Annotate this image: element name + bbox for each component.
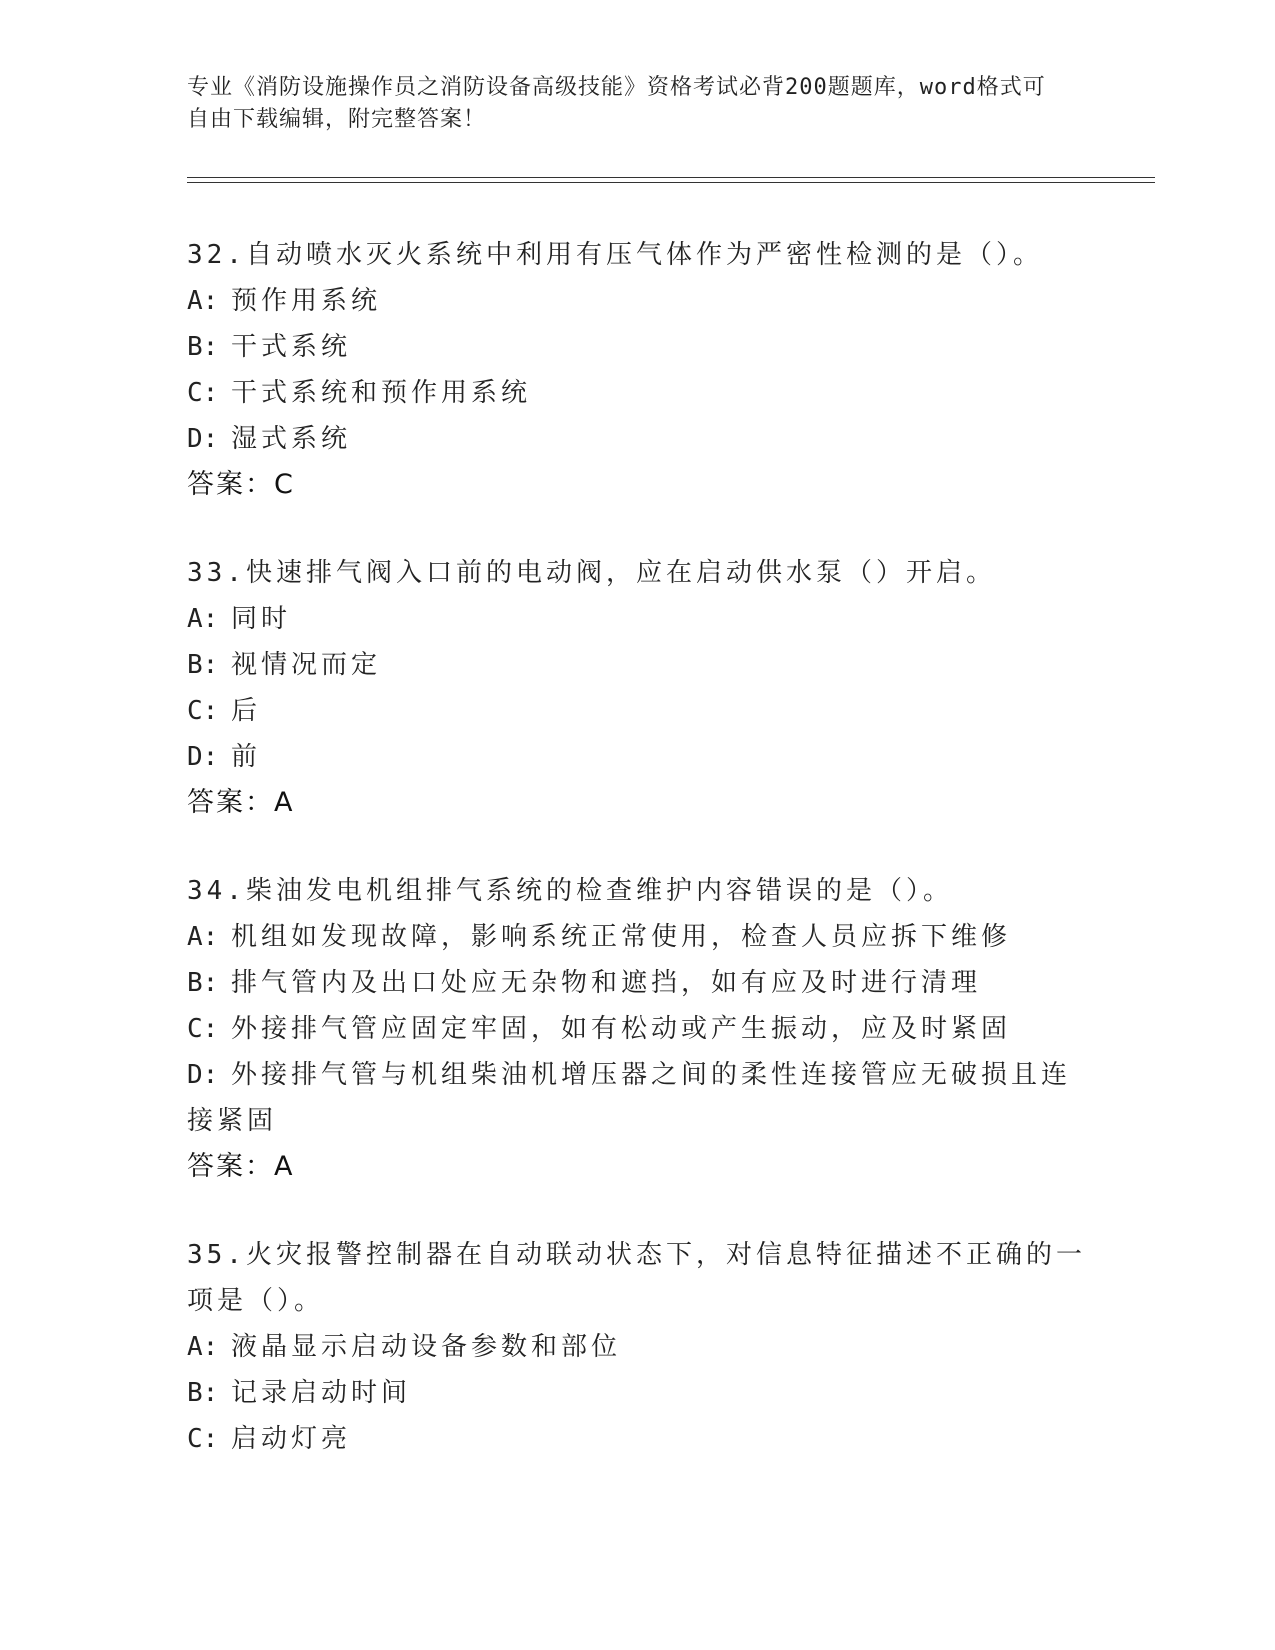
option-label: A: bbox=[187, 1332, 219, 1362]
option-text: 预作用系统 bbox=[231, 286, 382, 316]
option-text: 前 bbox=[231, 742, 262, 772]
option-b bbox=[187, 960, 1087, 1006]
option-label: D: bbox=[187, 1060, 219, 1090]
option-label: B: bbox=[187, 1378, 219, 1408]
question-list bbox=[187, 232, 1087, 1504]
option-a bbox=[187, 278, 1087, 324]
option-label: B: bbox=[187, 650, 219, 680]
header-divider-bottom bbox=[187, 182, 1155, 183]
option-c bbox=[187, 688, 1087, 734]
option-label: A: bbox=[187, 604, 219, 634]
option-a bbox=[187, 596, 1087, 642]
question-text: 33.快速排气阀入口前的电动阀，应在启动供水泵（）开启。 bbox=[187, 558, 996, 588]
option-label: D: bbox=[187, 742, 219, 772]
option-c bbox=[187, 370, 1087, 416]
option-text: 液晶显示启动设备参数和部位 bbox=[231, 1332, 622, 1362]
option-a bbox=[187, 914, 1087, 960]
option-text: 干式系统和预作用系统 bbox=[231, 378, 532, 408]
option-label: C: bbox=[187, 1014, 219, 1044]
option-text: 视情况而定 bbox=[231, 650, 382, 680]
document-header: 专业《消防设施操作员之消防设备高级技能》资格考试必背200题题库，word格式可自由下载编辑，附完整答案！ bbox=[187, 75, 1046, 132]
option-text: 湿式系统 bbox=[231, 424, 352, 454]
option-text: 排气管内及出口处应无杂物和遮挡，如有应及时进行清理 bbox=[231, 968, 982, 998]
option-label: C: bbox=[187, 696, 219, 726]
option-label: D: bbox=[187, 424, 219, 454]
answer-line: 答案：A bbox=[187, 787, 295, 818]
option-b bbox=[187, 1370, 1087, 1416]
option-label: C: bbox=[187, 1424, 219, 1454]
option-label: C: bbox=[187, 378, 219, 408]
option-text: 启动灯亮 bbox=[231, 1424, 352, 1454]
answer-line: 答案：C bbox=[187, 469, 295, 500]
option-text: 同时 bbox=[231, 604, 292, 634]
option-a bbox=[187, 1324, 1087, 1370]
question-text: 34.柴油发电机组排气系统的检查维护内容错误的是（）。 bbox=[187, 876, 953, 906]
question-text: 32.自动喷水灭火系统中利用有压气体作为严密性检测的是（）。 bbox=[187, 240, 1043, 270]
answer-line: 答案：A bbox=[187, 1151, 295, 1182]
option-d bbox=[187, 1052, 1087, 1144]
option-d bbox=[187, 416, 1087, 462]
header-divider-top bbox=[187, 177, 1155, 178]
option-label: B: bbox=[187, 968, 219, 998]
option-b bbox=[187, 642, 1087, 688]
option-text: 外接排气管应固定牢固，如有松动或产生振动，应及时紧固 bbox=[231, 1014, 1012, 1044]
question-33 bbox=[187, 550, 1087, 826]
option-text: 干式系统 bbox=[231, 332, 352, 362]
question-32 bbox=[187, 232, 1087, 508]
option-label: B: bbox=[187, 332, 219, 362]
question-35 bbox=[187, 1232, 1087, 1462]
option-d bbox=[187, 734, 1087, 780]
option-text: 外接排气管与机组柴油机增压器之间的柔性连接管应无破损且连接紧固 bbox=[187, 1060, 1072, 1136]
question-34 bbox=[187, 868, 1087, 1190]
option-label: A: bbox=[187, 922, 219, 952]
option-text: 记录启动时间 bbox=[231, 1378, 412, 1408]
option-b bbox=[187, 324, 1087, 370]
question-text: 35.火灾报警控制器在自动联动状态下，对信息特征描述不正确的一项是（）。 bbox=[187, 1240, 1086, 1316]
option-c bbox=[187, 1006, 1087, 1052]
option-text: 机组如发现故障，影响系统正常使用，检查人员应拆下维修 bbox=[231, 922, 1012, 952]
option-c bbox=[187, 1416, 1087, 1462]
option-label: A: bbox=[187, 286, 219, 316]
option-text: 后 bbox=[231, 696, 262, 726]
